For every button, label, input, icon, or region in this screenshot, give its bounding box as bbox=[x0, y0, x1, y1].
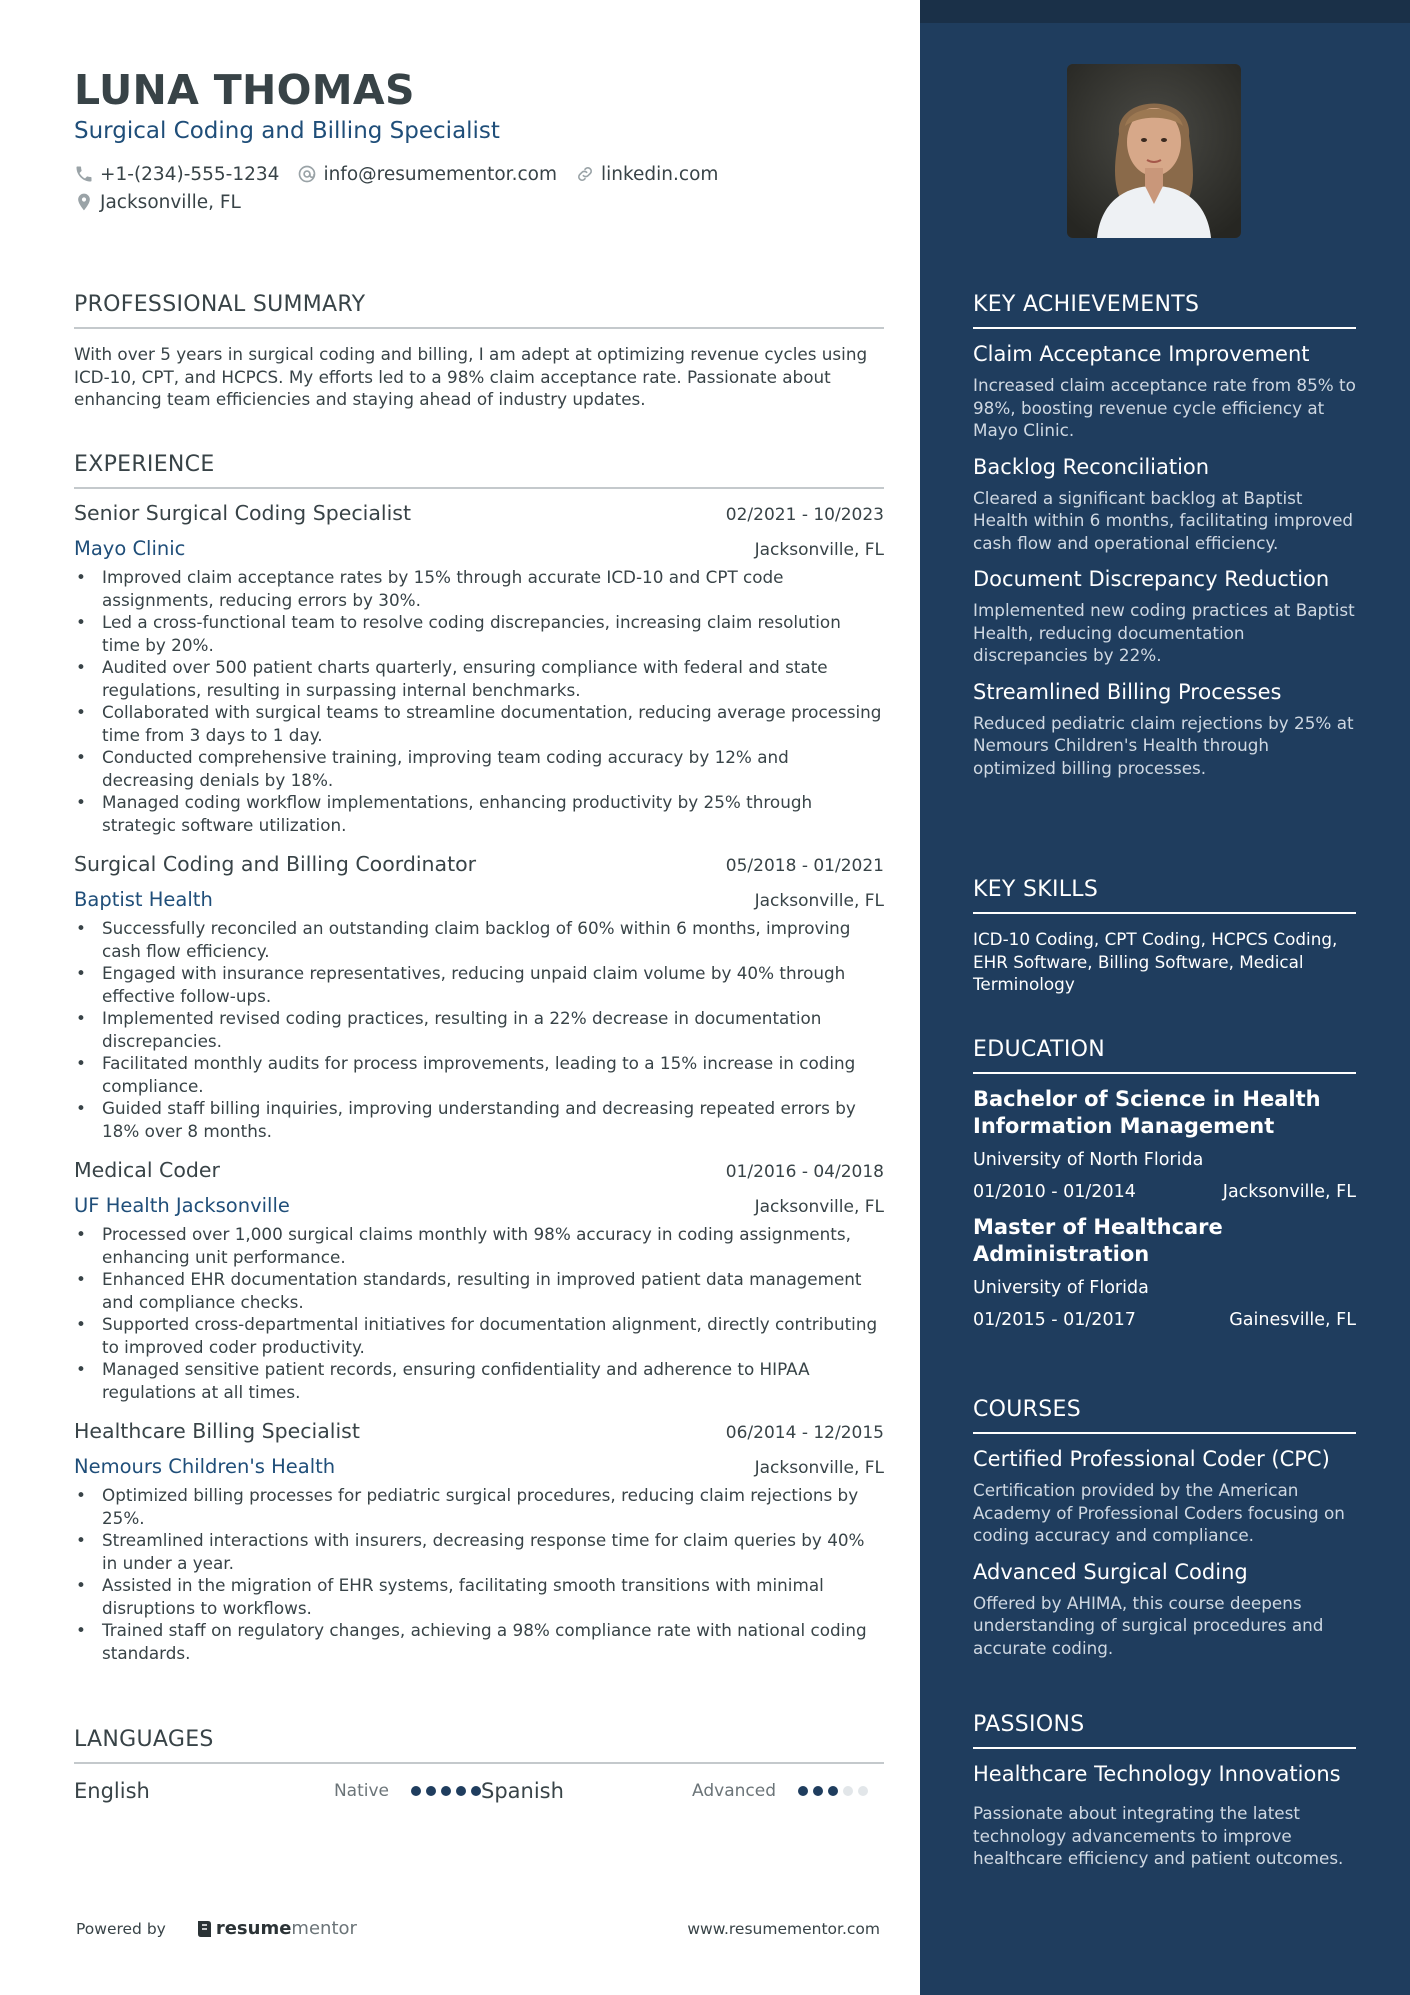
email-text: info@resumementor.com bbox=[323, 163, 557, 185]
rating-dot-filled bbox=[813, 1786, 823, 1796]
job-bullet: • Implemented revised coding practices, resulting in a 22% decrease in documentation discrepancies. bbox=[74, 1007, 884, 1052]
job-bullet: • Enhanced EHR documentation standards, resulting in improved patient data management and compliance checks. bbox=[74, 1268, 884, 1313]
section-divider bbox=[74, 327, 884, 329]
job-entry bbox=[74, 501, 884, 836]
section-divider bbox=[973, 1072, 1356, 1074]
rating-dot-filled bbox=[471, 1786, 481, 1796]
job-company: UF Health Jacksonville bbox=[74, 1194, 290, 1217]
languages-section bbox=[74, 1727, 884, 1806]
language-level: Native bbox=[333, 1781, 389, 1801]
job-bullets bbox=[74, 917, 884, 1142]
rating-dot-filled bbox=[411, 1786, 421, 1796]
job-bullet: • Optimized billing processes for pediatric surgical procedures, reducing claim rejections by 25%. bbox=[74, 1484, 884, 1529]
course-item bbox=[973, 1559, 1356, 1660]
profile-photo bbox=[1067, 64, 1241, 238]
job-dates: 02/2021 - 10/2023 bbox=[725, 505, 884, 525]
achievement-title: Document Discrepancy Reduction bbox=[973, 567, 1330, 591]
rating-dot-filled bbox=[828, 1786, 838, 1796]
job-bullet: • Assisted in the migration of EHR systems, facilitating smooth transitions with minimal disruptions to workflows. bbox=[74, 1574, 884, 1619]
job-role: Senior Surgical Coding Specialist bbox=[74, 501, 411, 525]
section-divider bbox=[973, 1747, 1356, 1749]
section-divider bbox=[74, 1762, 884, 1764]
summary-heading: PROFESSIONAL SUMMARY bbox=[74, 292, 366, 317]
skills-section bbox=[973, 877, 1356, 996]
job-bullets bbox=[74, 1223, 884, 1403]
job-bullet: • Improved claim acceptance rates by 15% through accurate ICD-10 and CPT code assignments, reducing errors by 30%. bbox=[74, 566, 884, 611]
course-title: Certified Professional Coder (CPC) bbox=[973, 1447, 1330, 1471]
education-dates: 01/2010 - 01/2014 bbox=[973, 1182, 1136, 1202]
skills-heading: KEY SKILLS bbox=[973, 877, 1099, 902]
section-divider bbox=[74, 487, 884, 489]
powered-by-text: Powered by bbox=[76, 1919, 166, 1938]
job-bullets bbox=[74, 1484, 884, 1664]
job-entry bbox=[74, 852, 884, 1142]
candidate-title: Surgical Coding and Billing Specialist bbox=[74, 118, 500, 144]
language-rating bbox=[798, 1786, 868, 1796]
courses-heading: COURSES bbox=[973, 1397, 1081, 1422]
email-contact[interactable] bbox=[297, 164, 557, 185]
linkedin-contact[interactable] bbox=[575, 164, 718, 185]
job-location: Jacksonville, FL bbox=[754, 891, 884, 911]
job-bullets bbox=[74, 566, 884, 836]
language-item bbox=[74, 1779, 481, 1803]
passion-title: Healthcare Technology Innovations bbox=[973, 1762, 1341, 1786]
education-section bbox=[973, 1037, 1356, 1330]
course-text: Offered by AHIMA, this course deepens understanding of surgical procedures and accurate coding. bbox=[973, 1592, 1324, 1658]
education-dates: 01/2015 - 01/2017 bbox=[973, 1310, 1136, 1330]
language-name: English bbox=[74, 1779, 150, 1803]
linkedin-text: linkedin.com bbox=[600, 163, 719, 185]
link-icon bbox=[575, 164, 595, 184]
job-bullet: • Successfully reconciled an outstanding claim backlog of 60% within 6 months, improving cash flow efficiency. bbox=[74, 917, 884, 962]
job-bullet: • Guided staff billing inquiries, improving understanding and decreasing repeated errors by 18% over 8 months. bbox=[74, 1097, 884, 1142]
passion-text: Passionate about integrating the latest technology advancements to improve healthcare efficiency and patient outcomes. bbox=[973, 1803, 1344, 1868]
rating-dot-filled bbox=[798, 1786, 808, 1796]
experience-section bbox=[74, 452, 884, 1664]
summary-text: With over 5 years in surgical coding and billing, I am adept at optimizing revenue cycles using ICD-10, CPT, and HCPCS. My efforts led to a 98% claim acceptance rate. Passionate about enhancing team efficiencies and staying ahead of industry updates. bbox=[74, 344, 868, 409]
language-level: Advanced bbox=[692, 1781, 776, 1801]
experience-heading: EXPERIENCE bbox=[74, 452, 215, 477]
contact-info bbox=[74, 160, 736, 216]
skills-list: ICD-10 Coding, CPT Coding, HCPCS Coding, EHR Software, Billing Software, Medical Terminology bbox=[973, 929, 1338, 994]
job-bullet: • Managed coding workflow implementations, enhancing productivity by 25% through strategic software utilization. bbox=[74, 791, 884, 836]
phone-contact bbox=[74, 164, 279, 185]
education-school: University of North Florida bbox=[973, 1150, 1204, 1170]
phone-text: +1-(234)-555-1234 bbox=[100, 163, 280, 185]
phone-icon bbox=[74, 164, 94, 184]
job-bullet: • Facilitated monthly audits for process improvements, leading to a 15% increase in coding compliance. bbox=[74, 1052, 884, 1097]
rating-dot-filled bbox=[426, 1786, 436, 1796]
footer bbox=[76, 1918, 880, 1939]
course-item bbox=[973, 1446, 1356, 1547]
passion-item bbox=[973, 1761, 1356, 1870]
job-role: Healthcare Billing Specialist bbox=[74, 1419, 360, 1443]
achievement-title: Backlog Reconciliation bbox=[973, 454, 1210, 479]
rating-dot-empty bbox=[858, 1786, 868, 1796]
job-bullet: • Trained staff on regulatory changes, achieving a 98% compliance rate with national coding standards. bbox=[74, 1619, 884, 1664]
achievements-heading: KEY ACHIEVEMENTS bbox=[973, 292, 1200, 317]
brand-name-light: mentor bbox=[291, 1918, 357, 1939]
job-company: Nemours Children's Health bbox=[74, 1455, 336, 1478]
sidebar-top-bar bbox=[920, 0, 1410, 23]
sidebar bbox=[920, 0, 1410, 1995]
job-company: Mayo Clinic bbox=[74, 537, 186, 560]
language-rating bbox=[411, 1786, 481, 1796]
courses-section bbox=[973, 1397, 1356, 1659]
education-school: University of Florida bbox=[973, 1278, 1149, 1298]
achievement-text: Cleared a significant backlog at Baptist Health within 6 months, facilitating improved cash flow and operational efficiency. bbox=[973, 487, 1354, 553]
education-item bbox=[973, 1214, 1356, 1330]
section-divider bbox=[973, 1432, 1356, 1434]
achievement-item bbox=[973, 566, 1356, 667]
achievement-text: Reduced pediatric claim rejections by 25% at Nemours Children's Health through optimized billing processes. bbox=[973, 712, 1354, 778]
achievement-title: Streamlined Billing Processes bbox=[973, 679, 1282, 704]
education-heading: EDUCATION bbox=[973, 1037, 1106, 1062]
passions-heading: PASSIONS bbox=[973, 1712, 1085, 1737]
job-entry bbox=[74, 1419, 884, 1664]
language-item bbox=[481, 1779, 884, 1803]
job-bullet: • Audited over 500 patient charts quarterly, ensuring compliance with federal and state regulations, resulting in surpassing internal benchmarks. bbox=[74, 656, 884, 701]
location-contact bbox=[74, 192, 241, 213]
job-bullet: • Managed sensitive patient records, ensuring confidentiality and adherence to HIPAA regulations at all times. bbox=[74, 1358, 884, 1403]
achievement-item bbox=[973, 341, 1356, 442]
job-bullet: • Conducted comprehensive training, improving team coding accuracy by 12% and decreasing denials by 18%. bbox=[74, 746, 884, 791]
job-role: Surgical Coding and Billing Coordinator bbox=[74, 852, 477, 876]
rating-dot-filled bbox=[441, 1786, 451, 1796]
job-company: Baptist Health bbox=[74, 888, 213, 911]
job-location: Jacksonville, FL bbox=[754, 540, 884, 560]
rating-dot-empty bbox=[843, 1786, 853, 1796]
job-bullet: • Collaborated with surgical teams to streamline documentation, reducing average processing time from 3 days to 1 day. bbox=[74, 701, 884, 746]
job-location: Jacksonville, FL bbox=[754, 1458, 884, 1478]
education-item bbox=[973, 1086, 1356, 1202]
job-dates: 05/2018 - 01/2021 bbox=[725, 856, 884, 876]
course-title: Advanced Surgical Coding bbox=[973, 1559, 1248, 1584]
footer-website[interactable]: www.resumementor.com bbox=[687, 1919, 880, 1938]
achievement-item bbox=[973, 679, 1356, 780]
achievement-text: Increased claim acceptance rate from 85% to 98%, boosting revenue cycle efficiency at Mayo Clinic. bbox=[973, 375, 1356, 440]
achievement-item bbox=[973, 454, 1356, 555]
education-location: Jacksonville, FL bbox=[1222, 1182, 1356, 1202]
languages-heading: LANGUAGES bbox=[74, 1727, 214, 1752]
job-bullet: • Streamlined interactions with insurers, decreasing response time for claim queries by 40% in under a year. bbox=[74, 1529, 884, 1574]
brand-logo[interactable] bbox=[196, 1918, 357, 1939]
location-text: Jacksonville, FL bbox=[100, 191, 241, 213]
job-bullet: • Led a cross-functional team to resolve coding discrepancies, increasing claim resolution time by 20%. bbox=[74, 611, 884, 656]
resumementor-logo-icon bbox=[196, 1919, 212, 1939]
job-bullet: • Engaged with insurance representatives, reducing unpaid claim volume by 40% through effective follow-ups. bbox=[74, 962, 884, 1007]
achievement-text: Implemented new coding practices at Baptist Health, reducing documentation discrepancies by 22%. bbox=[973, 600, 1355, 665]
job-location: Jacksonville, FL bbox=[754, 1197, 884, 1217]
job-entry bbox=[74, 1158, 884, 1403]
language-name: Spanish bbox=[481, 1779, 564, 1803]
brand-name-bold: resume bbox=[215, 1918, 292, 1939]
education-location: Gainesville, FL bbox=[1229, 1310, 1356, 1330]
job-bullet: • Supported cross-departmental initiatives for documentation alignment, directly contributing to improved coder productivity. bbox=[74, 1313, 884, 1358]
rating-dot-filled bbox=[456, 1786, 466, 1796]
education-degree: Bachelor of Science in Health Information Management bbox=[973, 1087, 1321, 1138]
location-pin-icon bbox=[74, 192, 94, 212]
education-degree: Master of Healthcare Administration bbox=[973, 1215, 1223, 1266]
candidate-name: LUNA THOMAS bbox=[74, 66, 415, 114]
job-dates: 06/2014 - 12/2015 bbox=[725, 1423, 884, 1443]
at-icon bbox=[297, 164, 317, 184]
job-bullet: • Processed over 1,000 surgical claims monthly with 98% accuracy in coding assignments, enhancing unit performance. bbox=[74, 1223, 884, 1268]
achievements-section bbox=[973, 292, 1356, 779]
section-divider bbox=[973, 912, 1356, 914]
passions-section bbox=[973, 1712, 1356, 1870]
section-divider bbox=[973, 327, 1356, 329]
course-text: Certification provided by the American Academy of Professional Coders focusing on coding accuracy and compliance. bbox=[973, 1480, 1345, 1545]
job-dates: 01/2016 - 04/2018 bbox=[725, 1162, 884, 1182]
achievement-title: Claim Acceptance Improvement bbox=[973, 342, 1310, 366]
job-role: Medical Coder bbox=[74, 1158, 220, 1182]
summary-section bbox=[74, 292, 884, 411]
